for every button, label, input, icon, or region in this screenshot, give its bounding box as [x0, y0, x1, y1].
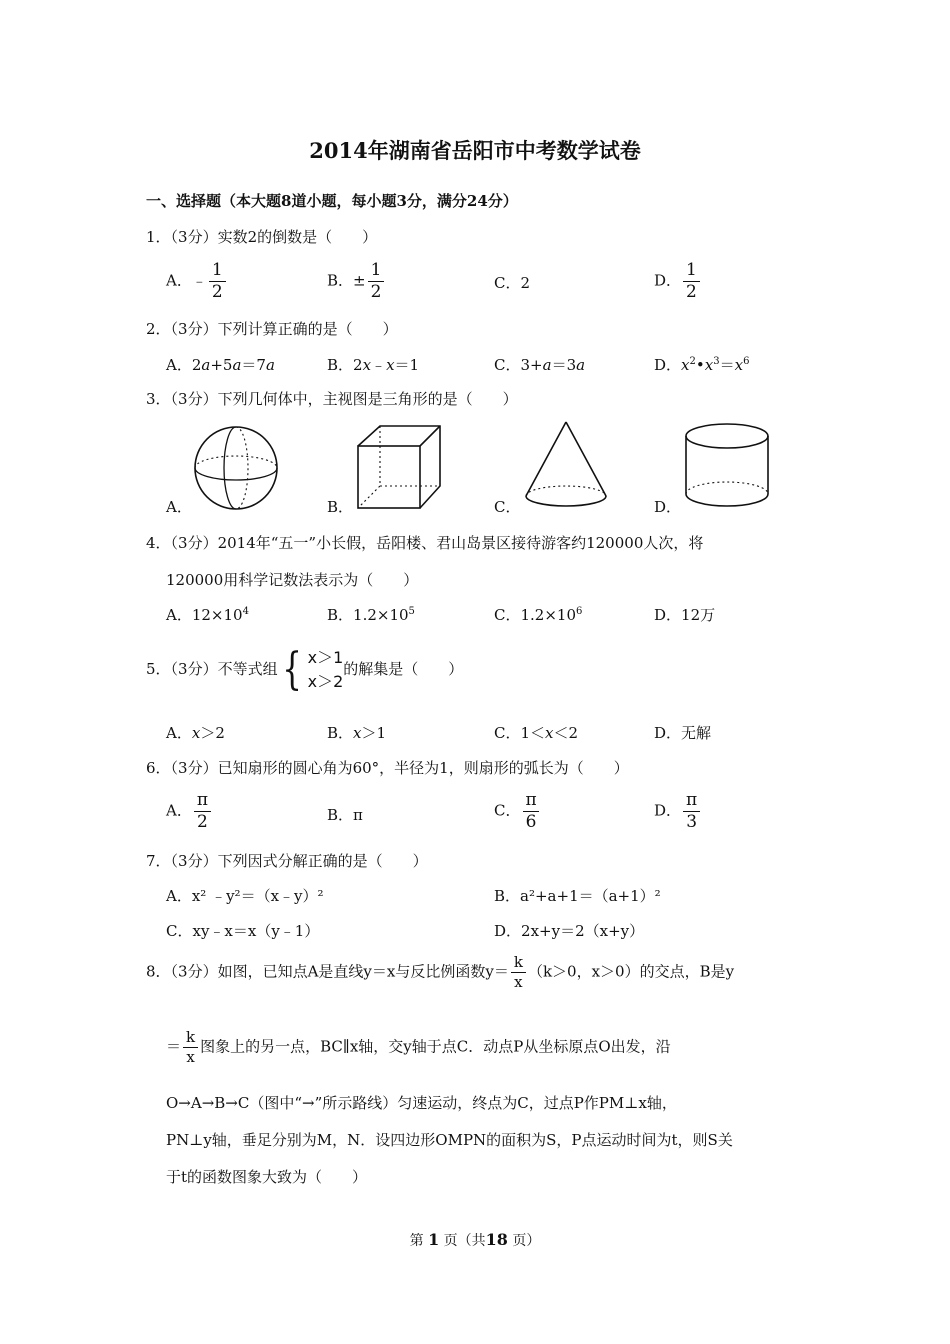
- dot-operator: •: [695, 356, 705, 374]
- denominator: 2: [194, 811, 211, 831]
- q4-option-a: [166, 604, 249, 625]
- q6-option-c: [494, 792, 542, 831]
- expr-part: ＞2: [200, 724, 225, 742]
- question-8-line4: PN⊥y轴，垂足分别为M，N．设四边形OMPN的面积为S，P点运动时间为t，则S关: [166, 1131, 733, 1149]
- option-label: D．: [654, 724, 682, 742]
- option-value: x² ﹣y²＝（x﹣y）²: [191, 887, 324, 905]
- sphere-figure: [190, 422, 282, 514]
- stem-text: 5．（3分）不等式组: [146, 660, 278, 678]
- option-label: C．: [494, 724, 521, 742]
- variable: a: [542, 356, 552, 374]
- numerator: k: [186, 1028, 196, 1046]
- option-label: A．: [166, 356, 192, 374]
- q7-option-d: [494, 920, 644, 941]
- option-label: B．: [494, 887, 521, 905]
- stem-text: 图象上的另一点，BC∥x轴，交y轴于点C．动点P从坐标原点O出发，沿: [200, 1037, 671, 1056]
- q5-option-b: [327, 722, 386, 743]
- question-8-line1: [146, 955, 734, 990]
- q6-option-d: [654, 792, 702, 831]
- denominator: 6: [523, 811, 540, 831]
- page-title: 2014年湖南省岳阳市中考数学试卷: [309, 138, 641, 163]
- denominator: 2: [368, 281, 385, 301]
- cone-figure: [520, 418, 612, 512]
- q7-option-c: [166, 920, 319, 941]
- minus-sign: ﹣: [191, 271, 207, 290]
- fraction: [522, 792, 539, 831]
- question-3-stem: 3．（3分）下列几何体中，主视图是三角形的是（ ）: [146, 390, 518, 408]
- option-label: A．: [166, 606, 192, 624]
- q2-option-d: [654, 354, 749, 375]
- option-value: 2: [520, 274, 531, 292]
- q2-option-a: [166, 354, 275, 375]
- page-footer: [0, 1230, 950, 1250]
- exponent: 5: [408, 606, 415, 617]
- numerator: 1: [370, 260, 382, 280]
- expr-part: 3+: [520, 356, 543, 374]
- q5-option-a: [166, 722, 225, 743]
- footer-text: 页）: [512, 1233, 541, 1249]
- stem-text: 的解集是（ ）: [343, 660, 464, 678]
- variable: a: [201, 356, 211, 374]
- denominator: x: [511, 972, 525, 990]
- denominator: 2: [683, 281, 700, 301]
- section-heading: 一、选择题（本大题8道小题，每小题3分，满分24分）: [146, 192, 518, 210]
- option-value: a²+a+1＝（a+1）²: [520, 887, 661, 905]
- cylinder-figure: [682, 420, 772, 512]
- fraction: [209, 262, 226, 301]
- q2-option-b: [327, 354, 419, 375]
- q2-option-c: [494, 354, 585, 375]
- numerator: π: [525, 790, 537, 810]
- q6-option-a: [166, 792, 213, 831]
- expr-part: 2: [191, 356, 202, 374]
- plus-minus-sign: ±: [353, 271, 366, 290]
- denominator: 2: [209, 281, 226, 301]
- q1-option-a: [166, 262, 228, 301]
- option-label: D．: [654, 271, 682, 290]
- option-value: 无解: [681, 724, 712, 742]
- q5-option-c: [494, 722, 578, 743]
- q3-option-d-label: D．: [654, 498, 682, 516]
- footer-text: 第: [409, 1233, 424, 1249]
- variable: a: [265, 356, 275, 374]
- option-label: C．: [494, 801, 521, 820]
- variable: a: [576, 356, 586, 374]
- q3-option-b-label: B．: [327, 498, 354, 516]
- variable: x: [362, 356, 372, 374]
- question-4-stem-line2: 120000用科学记数法表示为（ ）: [166, 571, 419, 589]
- expr-part: ＜2: [553, 724, 579, 742]
- equals-sign: ＝: [719, 356, 735, 374]
- fraction: [194, 792, 211, 831]
- expr-part: ﹣: [371, 356, 387, 374]
- variable: x: [386, 356, 395, 374]
- variable: x: [681, 356, 690, 374]
- denominator: x: [183, 1047, 197, 1065]
- exponent: 3: [713, 356, 720, 367]
- question-8-line3: O→A→B→C（图中“→”所示路线）匀速运动，终点为C，过点P作PM⊥x轴，: [166, 1094, 677, 1112]
- option-label: B．: [327, 271, 354, 290]
- q1-option-c: [494, 272, 530, 293]
- question-8-line5: 于t的函数图象大致为（ ）: [166, 1168, 368, 1186]
- q1-option-b: [327, 262, 386, 301]
- question-4-stem-line1: 4．（3分）2014年“五一”小长假，岳阳楼、君山岛景区接待游客约120000人次，将: [146, 534, 704, 552]
- variable: x: [353, 724, 362, 742]
- inequality-system: [278, 646, 344, 694]
- q3-option-a-label: A．: [166, 498, 192, 516]
- numerator: k: [513, 953, 523, 971]
- option-label: C．: [494, 274, 521, 292]
- option-label: C．: [166, 922, 193, 940]
- fraction: [511, 955, 526, 990]
- numerator: 1: [211, 260, 223, 280]
- left-brace-icon: {: [281, 644, 302, 695]
- option-label: A．: [166, 801, 192, 820]
- option-label: D．: [654, 801, 682, 820]
- stem-text: 8．（3分）如图，已知点A是直线y＝x与反比例函数y＝: [146, 962, 509, 981]
- option-label: D．: [654, 606, 682, 624]
- exponent: 4: [242, 606, 249, 617]
- option-label: D．: [494, 922, 522, 940]
- cube-figure: [352, 422, 444, 514]
- fraction: [183, 1030, 198, 1065]
- exponent: 2: [689, 356, 696, 367]
- numerator: 1: [686, 260, 697, 280]
- question-5-stem: [146, 646, 463, 694]
- variable: x: [734, 356, 744, 374]
- footer-text: 页（共: [443, 1233, 486, 1249]
- q4-option-b: [327, 604, 415, 625]
- denominator: 3: [683, 811, 700, 831]
- option-value: π: [353, 806, 363, 824]
- option-value: xy﹣x＝x（y﹣1）: [192, 922, 320, 940]
- option-label: A．: [166, 887, 192, 905]
- inequality-line: x＞1: [307, 648, 344, 667]
- q4-option-c: [494, 604, 582, 625]
- option-value: 12万: [681, 606, 716, 624]
- expr-part: 2: [353, 356, 363, 374]
- q3-option-c-label: C．: [494, 498, 521, 516]
- q4-option-d: [654, 604, 715, 625]
- option-label: B．: [327, 806, 354, 824]
- option-label: A．: [166, 724, 192, 742]
- option-label: C．: [494, 606, 521, 624]
- page-number: 1: [428, 1230, 440, 1249]
- option-label: C．: [494, 356, 521, 374]
- option-label: A．: [166, 271, 192, 290]
- variable: x: [191, 724, 201, 742]
- q1-option-d: [654, 262, 702, 301]
- question-6-stem: 6．（3分）已知扇形的圆心角为60°，半径为1，则扇形的弧长为（ ）: [146, 759, 629, 777]
- option-value: 2x+y＝2（x+y）: [521, 922, 645, 940]
- option-label: B．: [327, 606, 354, 624]
- inequality-line: x＞2: [307, 672, 344, 691]
- question-1-stem: 1．（3分）实数2的倒数是（ ）: [146, 228, 378, 246]
- variable: a: [232, 356, 242, 374]
- q5-option-d: [654, 722, 711, 743]
- fraction: [368, 262, 385, 301]
- total-pages: 18: [485, 1230, 508, 1249]
- q7-option-b: [494, 885, 661, 906]
- question-8-line2: [166, 1030, 671, 1065]
- exponent: 6: [576, 606, 583, 617]
- expr-part: ＝7: [241, 356, 266, 374]
- expr-part: 1＜: [520, 724, 546, 742]
- stem-text: ＝: [166, 1037, 182, 1056]
- q6-option-b: [327, 804, 363, 825]
- expr-part: +5: [210, 356, 233, 374]
- question-7-stem: 7．（3分）下列因式分解正确的是（ ）: [146, 852, 428, 870]
- base: 1.2×10: [520, 606, 576, 624]
- fraction: [683, 792, 700, 831]
- base: 1.2×10: [353, 606, 409, 624]
- expr-part: ＝1: [394, 356, 420, 374]
- numerator: π: [196, 790, 209, 810]
- numerator: π: [686, 790, 698, 810]
- expr-part: ＞1: [361, 724, 387, 742]
- variable: x: [545, 724, 554, 742]
- expr-part: ＝3: [551, 356, 577, 374]
- question-2-stem: 2．（3分）下列计算正确的是（ ）: [146, 320, 398, 338]
- base: 12×10: [191, 606, 243, 624]
- option-label: D．: [654, 356, 682, 374]
- exponent: 6: [743, 356, 750, 367]
- q7-option-a: [166, 885, 324, 906]
- stem-text: （k＞0，x＞0）的交点，B是y: [527, 962, 735, 981]
- option-label: B．: [327, 724, 354, 742]
- variable: x: [704, 356, 714, 374]
- option-label: B．: [327, 356, 354, 374]
- fraction: [683, 262, 700, 301]
